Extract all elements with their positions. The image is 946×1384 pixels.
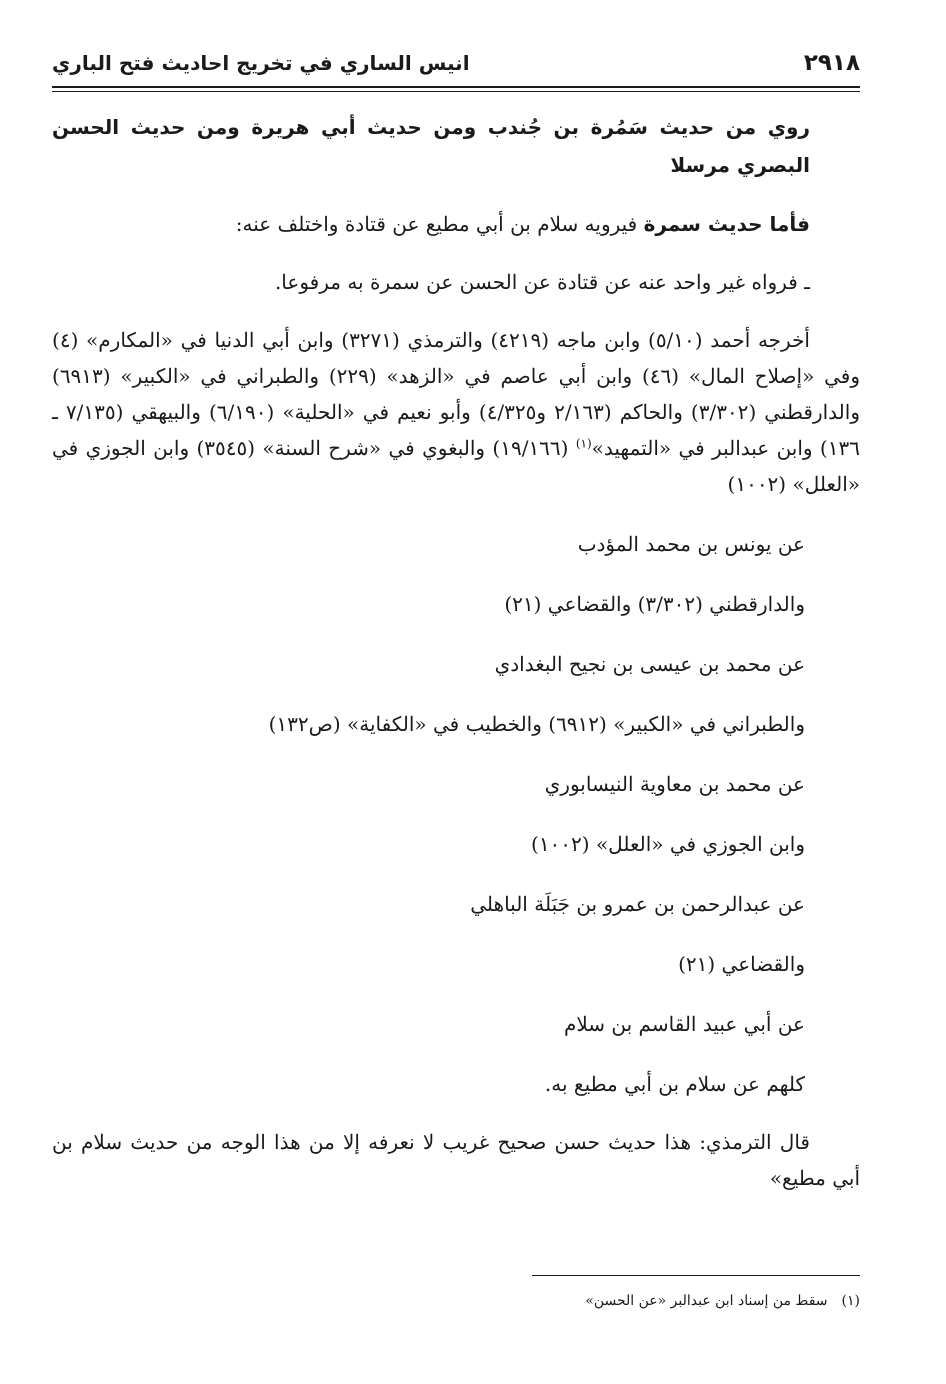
chain-line: عن عبدالرحمن بن عمرو بن جَبَلَة الباهلي [470, 892, 805, 916]
chain-line: عن محمد بن عيسى بن نجيح البغدادي [494, 652, 805, 676]
footnote [420, 1290, 860, 1312]
footnote-text: سقط من إسناد ابن عبدالبر «عن الحسن» [585, 1293, 828, 1309]
samura-heading: فأما حديث سمرة [643, 212, 810, 236]
takhrij-text-b: (١٩/١٦٦) والبغوي في «شرح السنة» (٣٥٤٥) وابن الجوزي في «العلل» (١٠٠٢) [52, 436, 860, 496]
takhrij-text-a: أخرجه أحمد (٥/١٠) وابن ماجه (٤٢١٩) والترمذي (٣٢٧١) وابن أبي الدنيا في «المكارم» (٤) وفي «إصلاح المال» (٤٦) وابن أبي عاصم في «الزهد» (٢٢٩) والطبراني في «الكبير» (٦٩١٣) والدارقطني (٣/٣٠٢) والحاكم (٢/١٦٣ و٤/٣٢٥) وأبو نعيم في «الحلية» (٦/١٩٠) والبيهقي (٧/١٣٥ ـ ١٣٦) وابن عبدالبر في «التمهيد» [52, 328, 860, 460]
samura-text: فيرويه سلام بن أبي مطيع عن قتادة واختلف عنه: [235, 212, 644, 236]
narration-paragraph: ـ فرواه غير واحد عنه عن قتادة عن الحسن عن سمرة به مرفوعا. [274, 270, 810, 294]
takhrij-paragraph [52, 322, 860, 502]
footnote-marker: (١) [841, 1293, 860, 1309]
chain-line: عن أبي عبيد القاسم بن سلام [563, 1012, 805, 1036]
page-number: ٢٩١٨ [803, 50, 860, 76]
header-rule-thin [52, 91, 860, 92]
chain-line: وابن الجوزي في «العلل» (١٠٠٢) [531, 832, 805, 856]
header-rule-thick [52, 86, 860, 88]
chain-line: عن محمد بن معاوية النيسابوري [544, 772, 805, 796]
page-body [52, 108, 860, 1196]
chain-line: عن يونس بن محمد المؤدب [577, 532, 805, 556]
intro-paragraph: روي من حديث سَمُرة بن جُندب ومن حديث أبي هريرة ومن حديث الحسن البصري مرسلا [52, 115, 810, 177]
tirmidhi-quote-paragraph: قال الترمذي: هذا حديث حسن صحيح غريب لا نعرفه إلا من هذا الوجه من حديث سلام بن أبي مطيع» [52, 1130, 860, 1190]
page-header [52, 50, 860, 86]
chain-line: كلهم عن سلام بن أبي مطيع به. [544, 1072, 805, 1096]
chain-line: والطبراني في «الكبير» (٦٩١٢) والخطيب في «الكفاية» (ص١٣٢) [268, 712, 805, 736]
chain-line: والقضاعي (٢١) [678, 952, 805, 976]
samura-paragraph [52, 206, 860, 242]
footnote-separator [532, 1275, 860, 1276]
running-title: انيس الساري في تخريج احاديث فتح الباري [52, 51, 470, 75]
footnote-reference: (١) [575, 436, 592, 451]
chain-line: والدارقطني (٣/٣٠٢) والقضاعي (٢١) [504, 592, 805, 616]
